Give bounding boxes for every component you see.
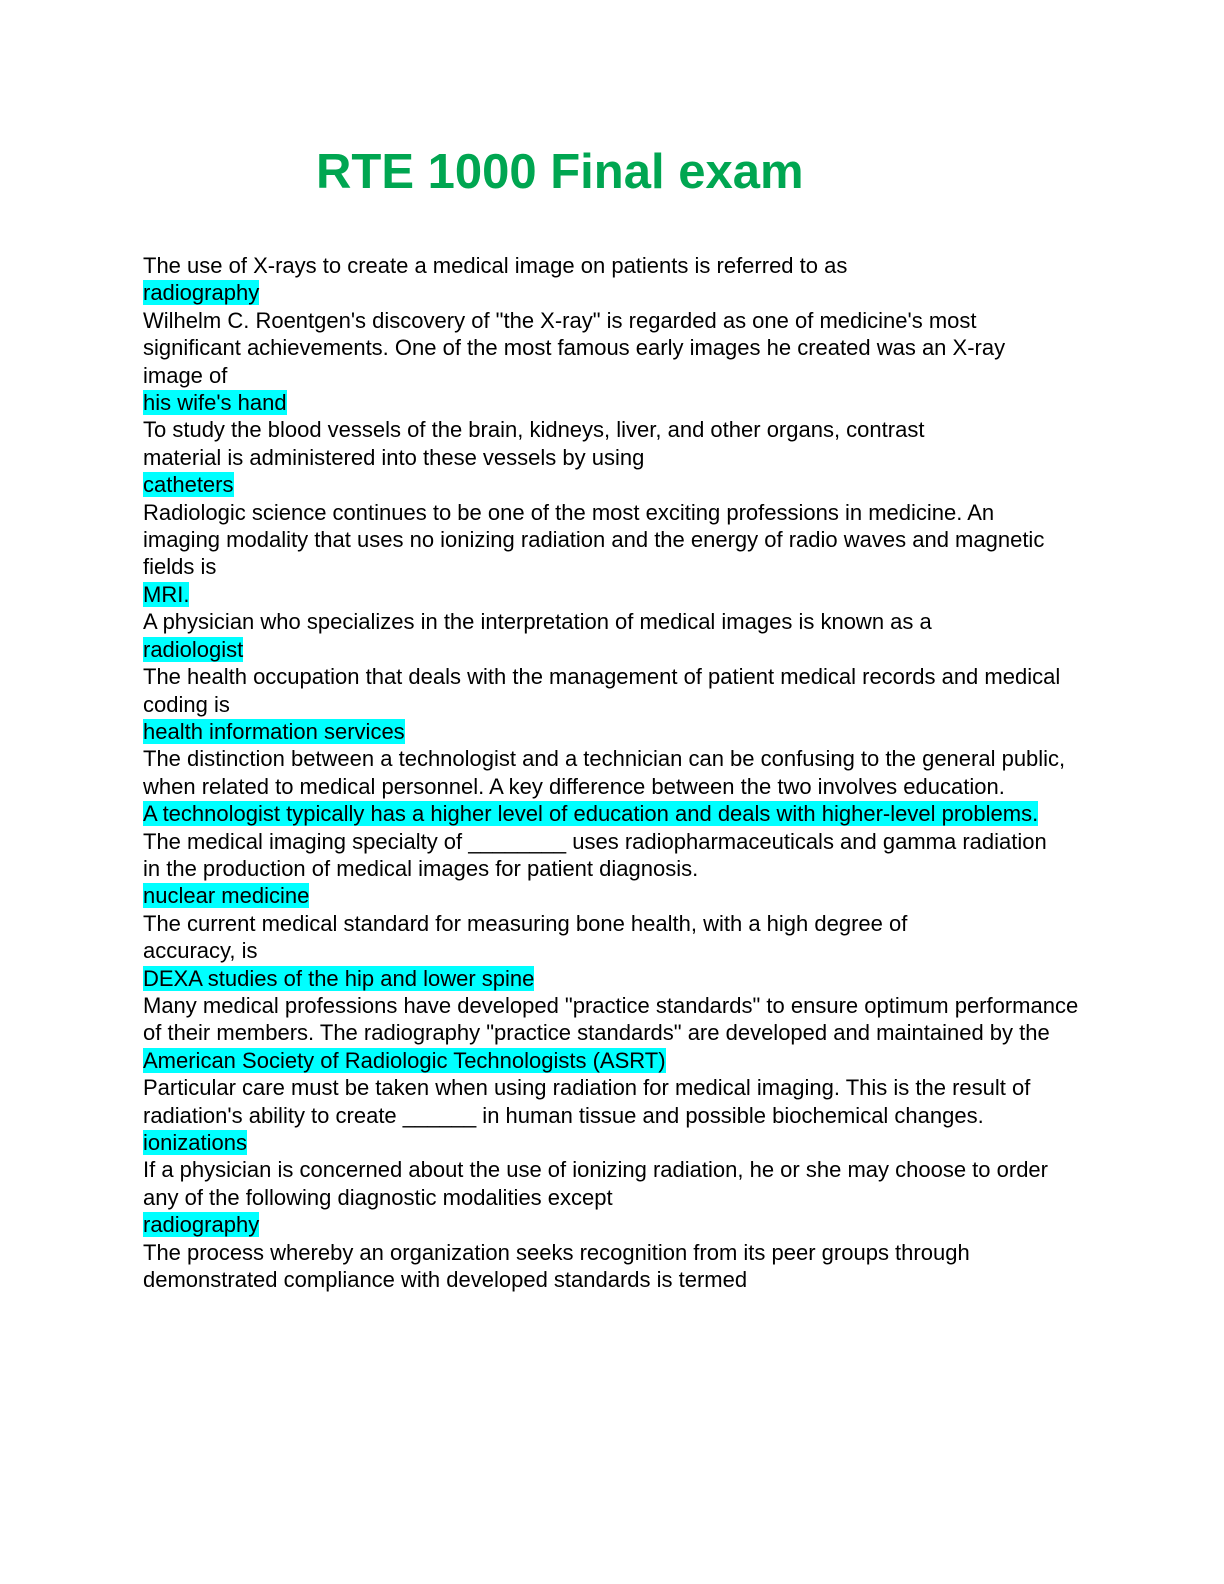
qa-item <box>143 910 1083 992</box>
answer-highlight <box>143 279 1083 306</box>
qa-list <box>143 252 1083 1293</box>
qa-item <box>143 992 1083 1074</box>
qa-item <box>143 307 1083 417</box>
answer-text: health information services <box>143 718 405 744</box>
answer-text: radiography <box>143 1212 260 1238</box>
answer-text: ionizations <box>143 1130 247 1155</box>
answer-highlight <box>143 1211 1083 1238</box>
answer-highlight <box>143 1129 1083 1156</box>
question-text: A physician who specializes in the interpretation of medical images is known as a <box>143 609 932 635</box>
question-text: Radiologic science continues to be one of the most exciting professions in medicine. An imaging modality that uses no ionizing radiation and the energy of radio waves and magnetic fields is <box>143 499 1045 580</box>
question-text: The current medical standard for measuring bone health, with a high degree of accuracy, is <box>143 910 908 964</box>
answer-text: radiologist <box>143 636 244 662</box>
qa-item <box>143 1074 1083 1156</box>
question-text: If a physician is concerned about the use of ionizing radiation, he or she may choose to order any of the following diagnostic modalities except <box>143 1157 1048 1210</box>
answer-highlight <box>143 718 1083 745</box>
qa-item <box>143 416 1083 498</box>
answer-highlight <box>143 471 1083 498</box>
question-text: The health occupation that deals with the management of patient medical records and medical coding is <box>143 664 1061 717</box>
qa-item <box>143 252 1083 307</box>
answer-text: radiography <box>143 280 260 306</box>
answer-text: his wife's hand <box>143 390 287 416</box>
qa-item <box>143 1156 1083 1238</box>
question-text: To study the blood vessels of the brain, kidneys, liver, and other organs, contrast material is administered into these vessels by using <box>143 417 925 470</box>
qa-item <box>143 745 1083 827</box>
page-title: RTE 1000 Final exam <box>316 145 804 199</box>
qa-item <box>143 499 1083 609</box>
answer-text: American Society of Radiologic Technologists (ASRT) <box>143 1047 666 1073</box>
answer-highlight <box>143 965 1083 992</box>
answer-highlight <box>143 636 1083 663</box>
answer-text: DEXA studies of the hip and lower spine <box>143 965 535 991</box>
question-text: The use of X-rays to create a medical image on patients is referred to as <box>143 253 848 278</box>
qa-item <box>143 663 1083 745</box>
answer-text: A technologist typically has a higher level of education and deals with higher-level problems. <box>143 801 1039 827</box>
answer-highlight <box>143 581 1083 608</box>
answer-text: MRI. <box>143 581 190 607</box>
answer-text: nuclear medicine <box>143 883 310 909</box>
answer-highlight <box>143 389 1083 416</box>
question-text: The process whereby an organization seeks recognition from its peer groups through demonstrated compliance with developed standards is termed <box>143 1239 970 1293</box>
answer-highlight <box>143 1047 1083 1074</box>
question-text: The distinction between a technologist and a technician can be confusing to the general public, when related to medical personnel. A key difference between the two involves education. <box>143 746 1066 799</box>
qa-item <box>143 828 1083 910</box>
question-text: Particular care must be taken when using radiation for medical imaging. This is the result of radiation's ability to create ______ in human tissue and possible biochemical changes. <box>143 1075 1031 1128</box>
answer-text: catheters <box>143 472 234 498</box>
question-text: Wilhelm C. Roentgen's discovery of "the X-ray" is regarded as one of medicine's most significant achievements. One of the most famous early images he created was an X-ray image of <box>143 307 1006 388</box>
answer-highlight <box>143 800 1083 827</box>
question-text: The medical imaging specialty of ________ uses radiopharmaceuticals and gamma radiation in the production of medical images for patient diagnosis. <box>143 828 1047 881</box>
qa-item <box>143 608 1083 663</box>
question-text: Many medical professions have developed "practice standards" to ensure optimum performance of their members. The radiography "practice standards" are developed and maintained by the <box>143 992 1079 1046</box>
answer-highlight <box>143 882 1083 909</box>
qa-item <box>143 1239 1083 1294</box>
